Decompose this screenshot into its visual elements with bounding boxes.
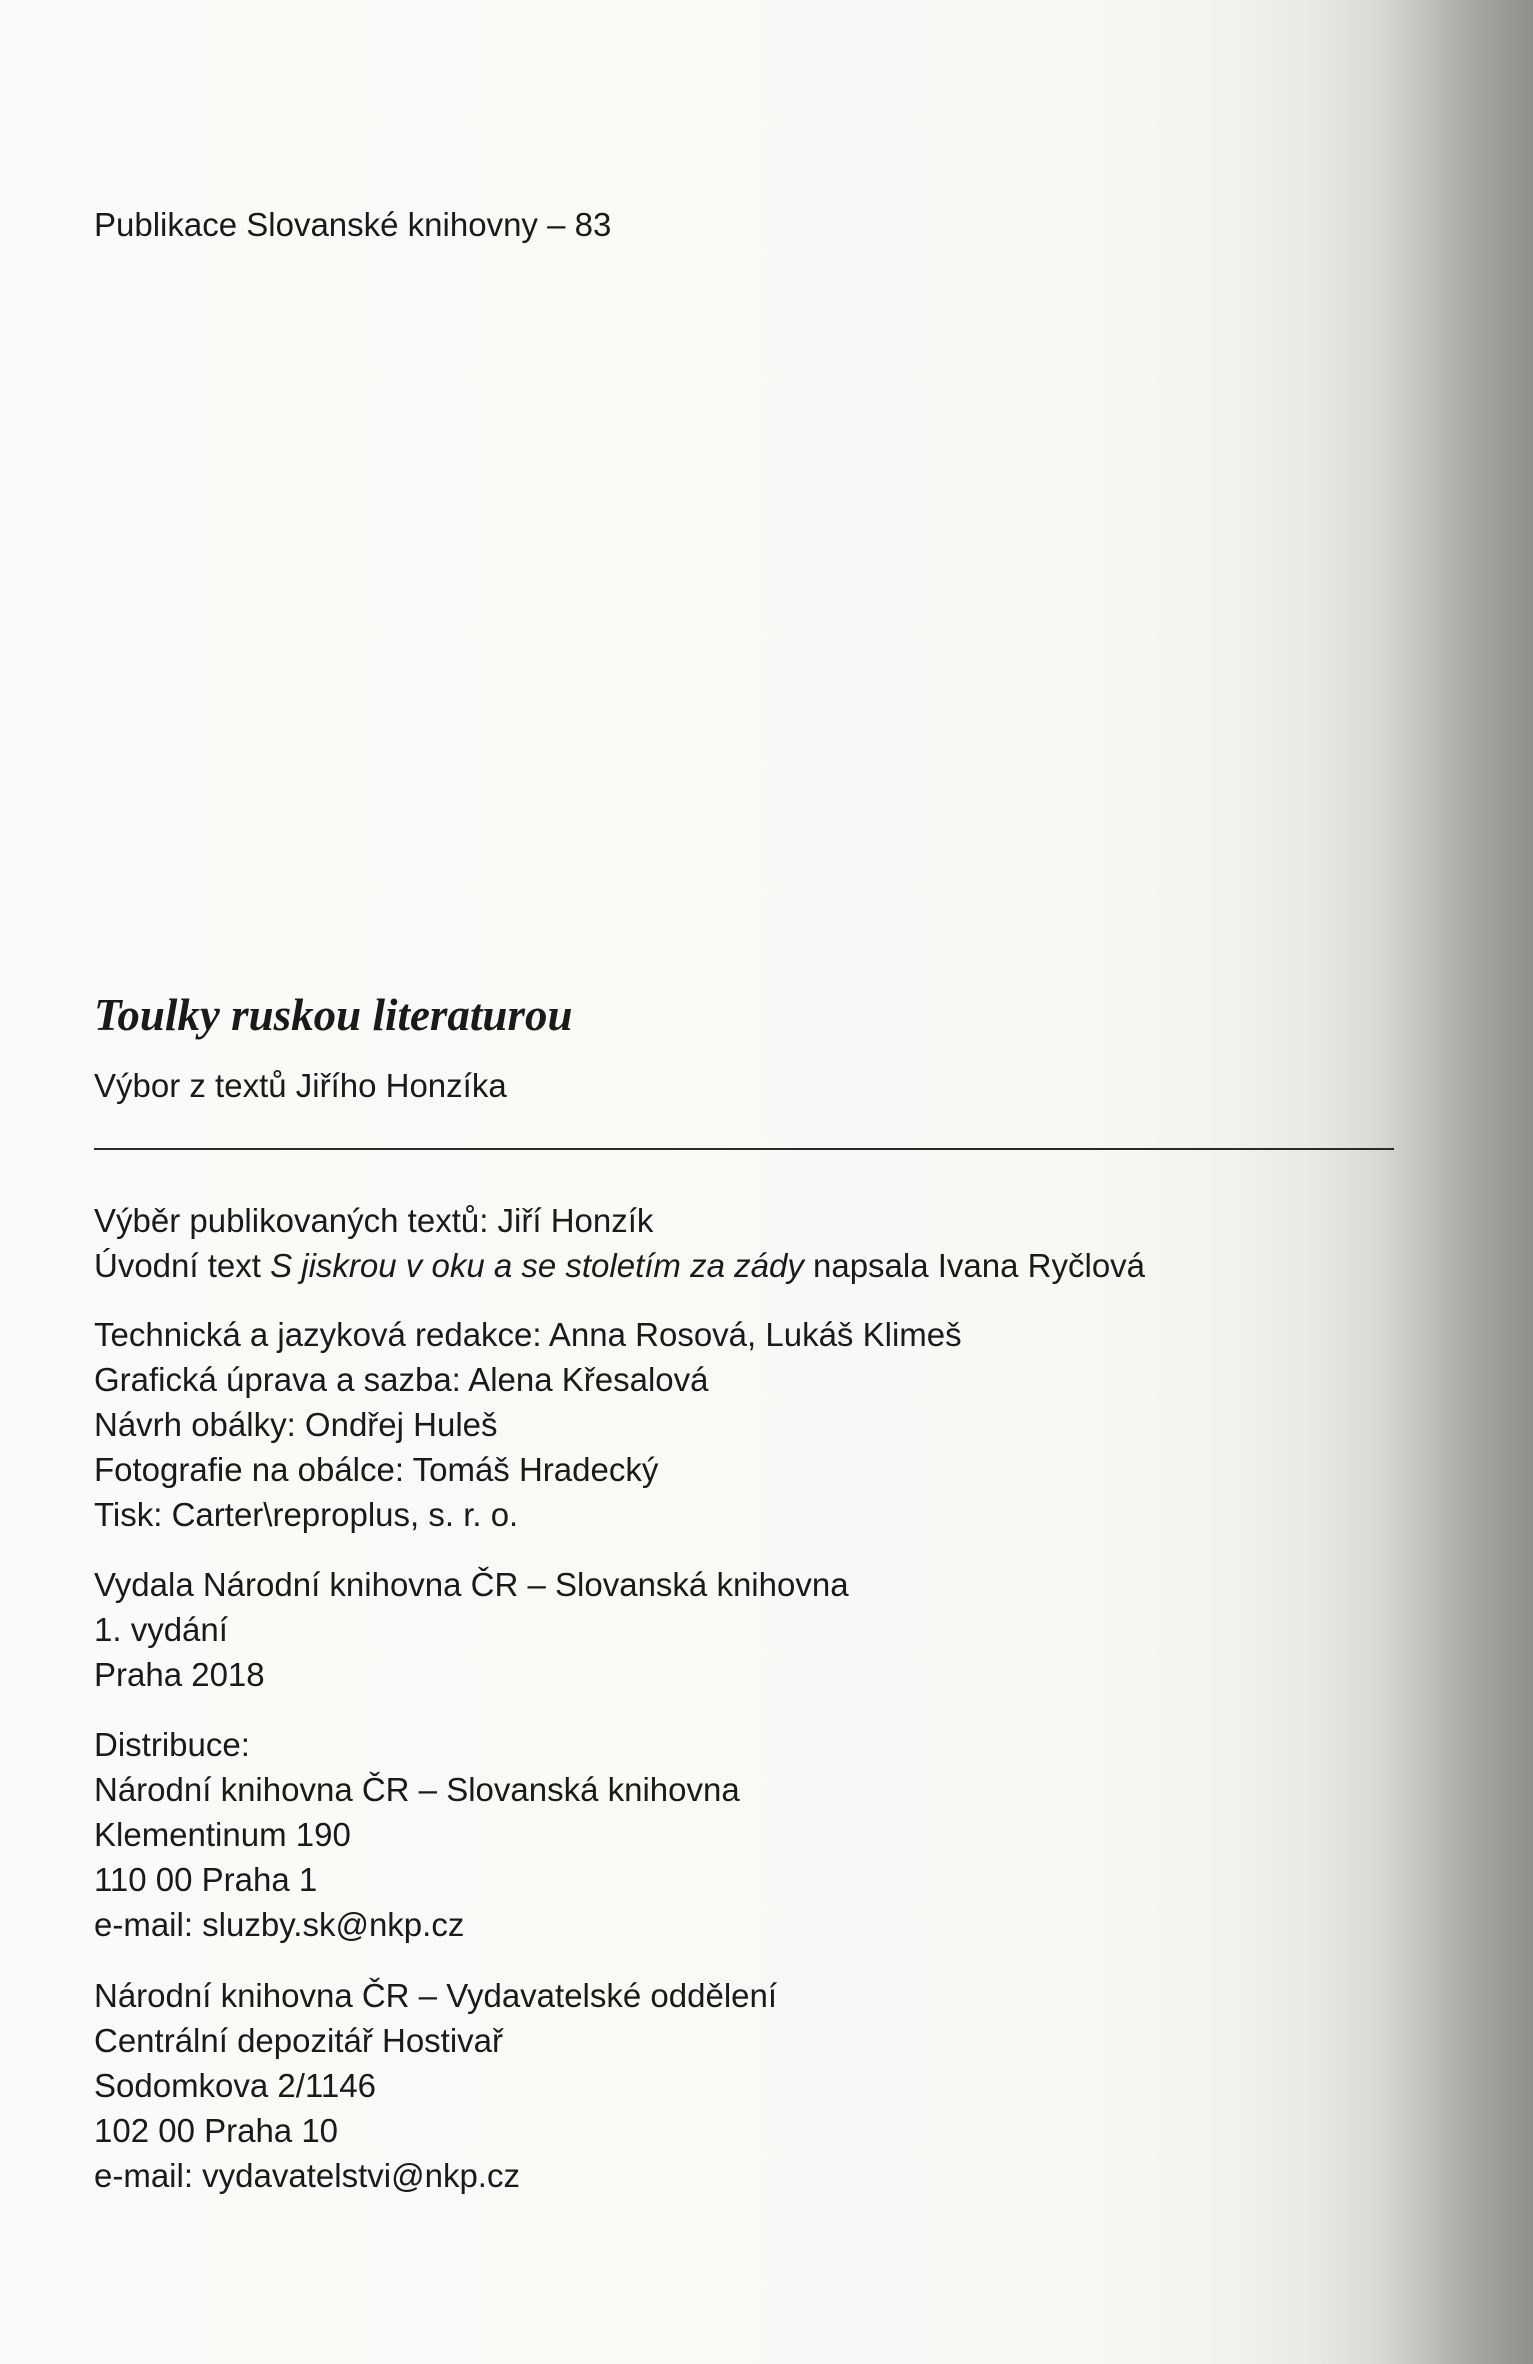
- distribution-block: [94, 1722, 740, 1947]
- production-line: Fotografie na obálce: Tomáš Hradecký: [94, 1451, 659, 1488]
- book-subtitle: Výbor z textů Jiřího Honzíka: [94, 1067, 507, 1104]
- intro-title: S jiskrou v oku a se stoletím za zády: [270, 1247, 804, 1284]
- series-line: Publikace Slovanské knihovny – 83: [94, 206, 612, 243]
- intro-credit: [94, 1243, 1145, 1288]
- distribution-line: Distribuce:: [94, 1726, 250, 1763]
- publisher-dept-line: Centrální depozitář Hostivař: [94, 2022, 504, 2059]
- production-block: [94, 1312, 962, 1537]
- publisher-dept-line: Sodomkova 2/1146: [94, 2067, 376, 2104]
- distribution-email: e-mail: sluzby.sk@nkp.cz: [94, 1906, 465, 1943]
- distribution-line: Národní knihovna ČR – Slovanská knihovna: [94, 1771, 740, 1808]
- publisher-dept-line: 102 00 Praha 10: [94, 2112, 339, 2149]
- publication-line: 1. vydání: [94, 1611, 228, 1648]
- production-line: Návrh obálky: Ondřej Huleš: [94, 1406, 498, 1443]
- publisher-dept-line: Národní knihovna ČR – Vydavatelské oddělení: [94, 1977, 778, 2014]
- publication-block: [94, 1562, 849, 1697]
- production-line: Tisk: Carter\reproplus, s. r. o.: [94, 1496, 519, 1533]
- production-line: Grafická úprava a sazba: Alena Křesalová: [94, 1361, 709, 1398]
- divider-line: [94, 1148, 1394, 1150]
- selection-credit: Výběr publikovaných textů: Jiří Honzík: [94, 1202, 654, 1239]
- book-title: Toulky ruskou literaturou: [94, 990, 573, 1040]
- intro-suffix: napsala Ivana Ryčlová: [803, 1247, 1146, 1284]
- distribution-line: Klementinum 190: [94, 1816, 351, 1853]
- production-line: Technická a jazyková redakce: Anna Rosová, Lukáš Klimeš: [94, 1316, 962, 1353]
- publication-line: Vydala Národní knihovna ČR – Slovanská knihovna: [94, 1566, 849, 1603]
- distribution-line: 110 00 Praha 1: [94, 1861, 318, 1898]
- publisher-dept-email: e-mail: vydavatelstvi@nkp.cz: [94, 2157, 520, 2194]
- publisher-dept-block: [94, 1973, 777, 2198]
- publication-line: Praha 2018: [94, 1656, 265, 1693]
- credits-block: [94, 1198, 1145, 1288]
- intro-prefix: Úvodní text: [94, 1247, 271, 1284]
